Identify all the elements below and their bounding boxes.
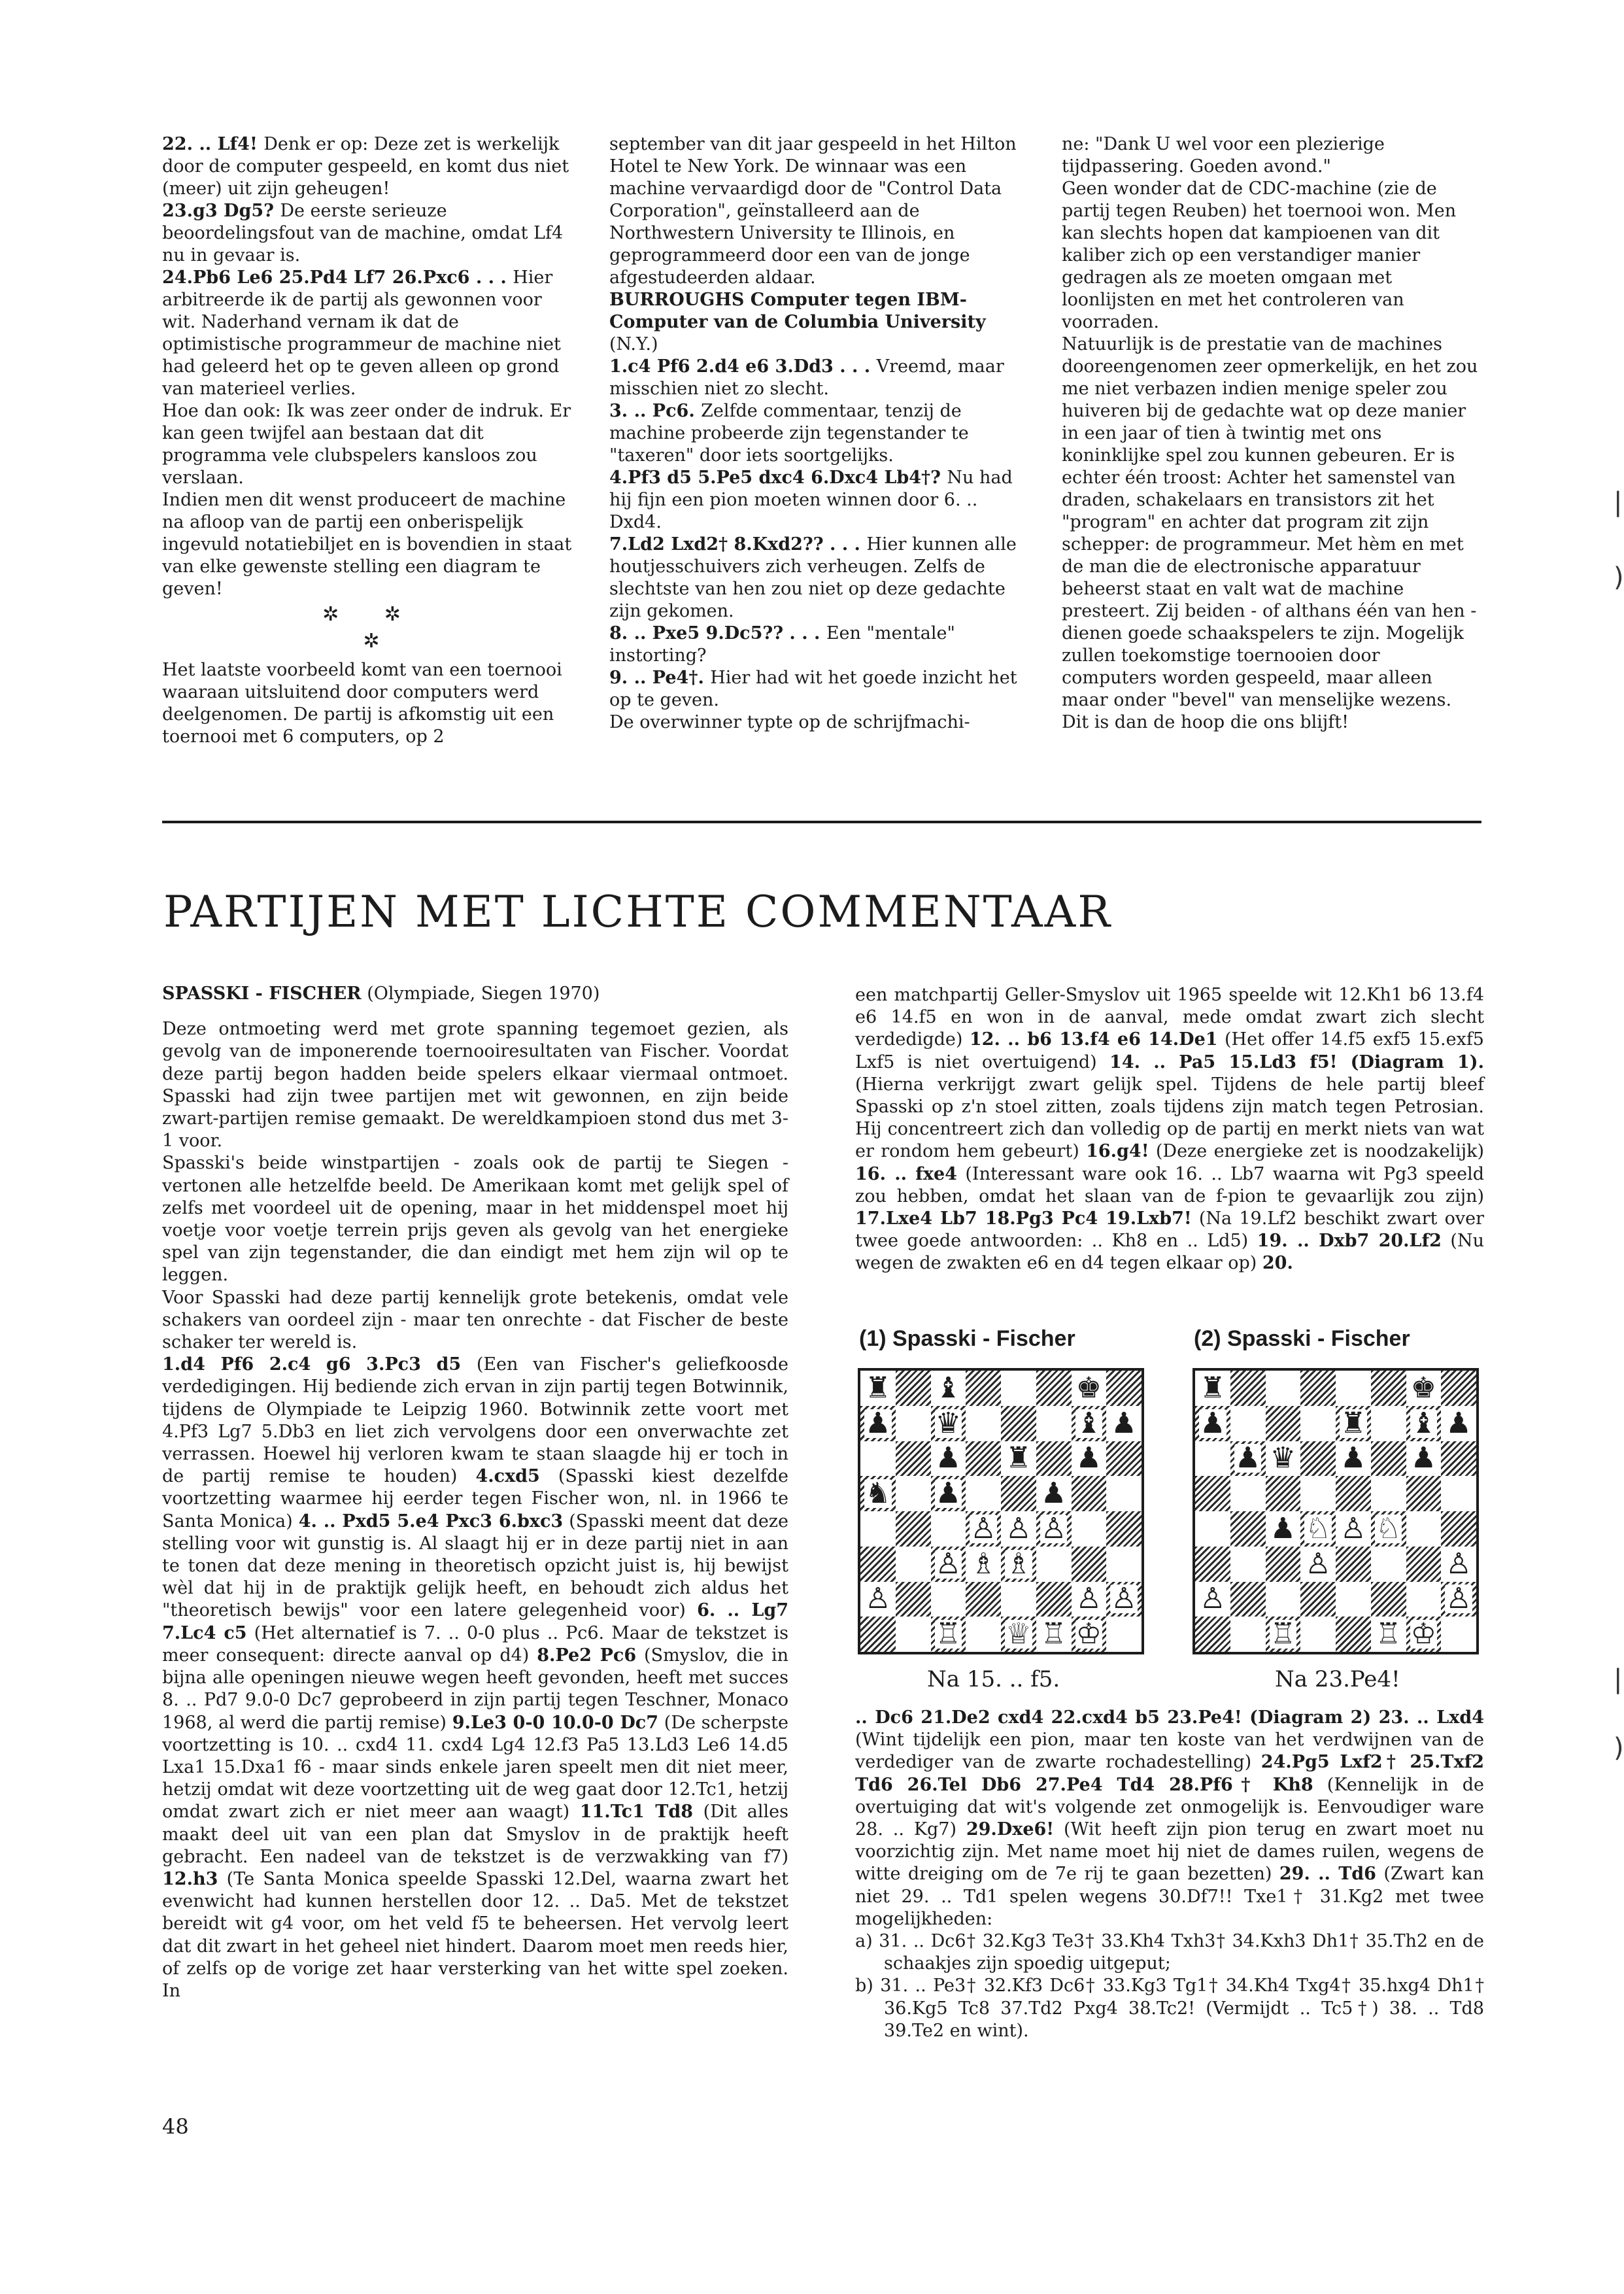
board-square	[860, 1371, 896, 1406]
right-article-column-top	[855, 984, 1484, 1275]
text-segment: Indien men dit wenst produceert de machine na afloop van de partij een onberispelijk ingevuld notatiebiljet en is bovendien in staat van elke gewenste stelling een diagram te geven!	[162, 490, 572, 599]
paragraph	[609, 356, 1029, 400]
board-square	[1106, 1441, 1142, 1477]
white-rook-icon: ♖	[1270, 1617, 1296, 1651]
diagram-2-title: (2) Spasski - Fischer	[1194, 1326, 1410, 1351]
black-pawn-icon: ♟	[1200, 1406, 1226, 1440]
board-square	[931, 1617, 966, 1652]
paragraph	[609, 467, 1029, 534]
white-rook-icon: ♖	[1375, 1617, 1402, 1651]
board-square	[1336, 1617, 1371, 1652]
board-square	[1001, 1582, 1036, 1617]
paragraph	[162, 659, 581, 748]
board-square	[860, 1547, 896, 1582]
text-segment: (Het offer 14.f5 exf5 15.exf5 Lxf5 is niet overtuigend)	[855, 1029, 1484, 1072]
board-square	[1072, 1371, 1107, 1406]
white-king-icon: ♔	[1075, 1617, 1102, 1651]
board-square	[1441, 1511, 1476, 1547]
paragraph	[855, 1707, 1484, 1930]
paragraph	[162, 1152, 788, 1286]
bold-chess-moves: 3. .. Pc6.	[609, 401, 702, 421]
text-segment: Hoe dan ook: Ik was zeer onder de indruk. Er kan geen twijfel aan bestaan dat dit programma vele clubspelers kansloos zou verslaan.	[162, 401, 571, 488]
page-number: 48	[162, 2114, 189, 2139]
bold-chess-moves: 9. .. Pe4†.	[609, 668, 711, 688]
board-square	[896, 1441, 931, 1477]
board-square	[966, 1511, 1001, 1547]
board-square	[1230, 1547, 1266, 1582]
section-title: PARTIJEN MET LICHTE COMMENTAAR	[163, 887, 1113, 937]
board-square	[1371, 1617, 1406, 1652]
diagram-1-caption: Na 15. .. f5.	[927, 1666, 1060, 1692]
board-square	[1036, 1511, 1072, 1547]
board-square	[1371, 1582, 1406, 1617]
board-square	[1195, 1617, 1230, 1652]
text-segment: De eerste serieuze beoordelingsfout van de machine, omdat Lf4 nu in gevaar is.	[162, 201, 564, 265]
black-pawn-icon: ♟	[1340, 1441, 1366, 1475]
bold-chess-moves: BURROUGHS Computer tegen IBM-Computer van de Columbia University	[609, 290, 986, 332]
board-square	[1266, 1441, 1301, 1477]
board-square	[1441, 1406, 1476, 1441]
white-pawn-icon: ♙	[1340, 1511, 1366, 1545]
bold-chess-moves: 17.Lxe4 Lb7 18.Pg3 Pc4 19.Lxb7!	[855, 1208, 1192, 1229]
bold-chess-moves: 24.Pg5 Lxf2† 25.Txf2 Td6 26.Tel Db6 27.Pe4 Td4 28.Pf6† Kh8	[855, 1752, 1484, 1795]
black-pawn-icon: ♟	[1040, 1477, 1067, 1511]
board-square	[860, 1617, 896, 1652]
white-pawn-icon: ♙	[1446, 1582, 1472, 1616]
board-square	[1001, 1406, 1036, 1441]
text-segment: Vreemd, maar misschien niet zo slecht.	[609, 356, 1004, 399]
game-players: SPASSKI - FISCHER	[162, 984, 362, 1004]
paragraph	[162, 200, 581, 267]
text-segment: Geen wonder dat de CDC-machine (zie de partij tegen Reuben) het toernooi won. Men kan slechts hopen dat kampioenen van dit kaliber zich op een verstandiger manier gedragen als ze moeten omgaan met loonlijsten en met het controleren van voorraden.	[1062, 179, 1457, 332]
section-break-stars: ✲ ✲	[322, 603, 420, 626]
board-square	[966, 1582, 1001, 1617]
board-square	[860, 1582, 896, 1617]
board-square	[1001, 1476, 1036, 1511]
paragraph	[1062, 133, 1480, 178]
text-segment: Nu had hij fijn een pion moeten winnen door 6. .. Dxd4.	[609, 468, 1013, 532]
board-square	[896, 1371, 931, 1406]
text-segment: (Spasski meent dat deze stelling voor wit gunstig is. Al slaagt hij er in deze partij niet in aan te tonen dat deze mening in theoretisch opzicht juist is, hij bewijst wèl dat hij in de praktijk gelijk heeft, en behoudt zich aldus het "theoretisch bewijs" voor een latere gelegenheid voor)	[162, 1511, 788, 1621]
bold-chess-moves: 4. .. Pxd5 5.e4 Pxc3 6.bxc3	[298, 1511, 564, 1532]
board-square	[896, 1406, 931, 1441]
board-square	[1300, 1617, 1336, 1652]
top-column-2	[609, 133, 1029, 734]
paragraph	[609, 133, 1029, 289]
board-square	[1300, 1406, 1336, 1441]
board-square	[860, 1511, 896, 1547]
board-square	[1300, 1582, 1336, 1617]
white-rook-icon: ♖	[935, 1617, 962, 1651]
white-pawn-icon: ♙	[935, 1547, 962, 1581]
paragraph	[162, 1018, 788, 1152]
board-square	[1300, 1371, 1336, 1406]
paragraph	[1062, 178, 1480, 334]
black-king-icon: ♚	[1075, 1371, 1102, 1405]
paragraph	[609, 400, 1029, 467]
paragraph	[609, 534, 1029, 623]
white-pawn-icon: ♙	[1305, 1547, 1331, 1581]
right-article-column-bottom	[855, 1707, 1484, 2042]
paragraph	[162, 489, 581, 600]
board-square	[931, 1406, 966, 1441]
board-square	[1266, 1406, 1301, 1441]
game-header	[162, 983, 788, 1005]
bold-chess-moves: 20.	[1262, 1253, 1293, 1274]
bold-chess-moves: 19. .. Dxb7 20.Lf2	[1257, 1231, 1442, 1252]
bold-chess-moves: 7.Ld2 Lxd2† 8.Kxd2?? . . .	[609, 534, 867, 555]
text-segment: Hier kunnen alle houtjesschuivers zich verheugen. Zelfs de slechtste van hen zou niet op deze gedachte zijn gekomen.	[609, 534, 1017, 621]
text-segment: (Spasski kiest dezelfde voortzetting waarmee hij eerder tegen Fischer won, nl. in 1966 te Santa Monica)	[162, 1466, 788, 1532]
board-square	[1336, 1511, 1371, 1547]
board-square	[1441, 1617, 1476, 1652]
board-square	[1371, 1406, 1406, 1441]
board-square	[1106, 1582, 1142, 1617]
text-segment: Deze ontmoeting werd met grote spanning tegemoet gezien, als gevolg van de imponerende toernooiresultaten van Fischer. Voordat deze partij begon hadden beide spelers elkaar viermaal ontmoet. Spasski had zijn twee partijen met wit gewonnen, en zijn beide zwart-partijen remise gemaakt. De wereldkampioen stond dus met 3-1 voor.	[162, 1019, 788, 1152]
text-segment: (Te Santa Monica speelde Spasski 12.Del, waarna zwart het evenwicht had kunnen herstellen door 12. .. Da5. Met de tekstzet bereidt wit g4 voor, om het veld f5 te beheersen. Het vervolg leert dat dit zwart in het geheel niet hindert. Daarom moet men reeds hier, of zelfs op de vorige zet haar versterking van het witte spel zoeken. In	[162, 1868, 788, 2001]
board-square	[1036, 1617, 1072, 1652]
white-pawn-icon: ♙	[1040, 1511, 1067, 1545]
board-square	[1441, 1476, 1476, 1511]
board-square	[1072, 1582, 1107, 1617]
board-square	[1106, 1617, 1142, 1652]
board-square	[1441, 1441, 1476, 1477]
board-square	[1230, 1441, 1266, 1477]
paragraph	[162, 400, 581, 489]
paragraph	[609, 667, 1029, 711]
white-bishop-icon: ♗	[970, 1547, 996, 1581]
black-rook-icon: ♜	[1200, 1371, 1226, 1405]
board-square	[1300, 1547, 1336, 1582]
board-square	[896, 1476, 931, 1511]
paragraph	[1062, 334, 1480, 734]
white-pawn-icon: ♙	[865, 1582, 891, 1616]
bold-chess-moves: 16.g4!	[1086, 1141, 1149, 1162]
white-pawn-icon: ♙	[1006, 1511, 1032, 1545]
black-pawn-icon: ♟	[865, 1406, 891, 1440]
black-pawn-icon: ♟	[1075, 1441, 1102, 1475]
board-square	[1036, 1406, 1072, 1441]
text-segment: (Het alternatief is 7. .. 0-0 plus .. Pc6. Maar de tekstzet is meer consequent: directe aanval op d4)	[162, 1622, 788, 1666]
bold-chess-moves: 4.Pf3 d5 5.Pe5 dxc4 6.Dxc4 Lb4†?	[609, 468, 947, 488]
board-square	[1001, 1547, 1036, 1582]
board-square	[1001, 1511, 1036, 1547]
text-segment: september van dit jaar gespeeld in het Hilton Hotel te New York. De winnaar was een machine vervaardigd door de "Control Data Corporation", geïnstalleerd aan de Northwestern University te Illinois, en geprogrammeerd door een van de jonge afgestudeerden aldaar.	[609, 134, 1017, 288]
board-square	[1336, 1406, 1371, 1441]
board-square	[1001, 1617, 1036, 1652]
margin-bracket-mark: )	[1614, 562, 1624, 592]
bold-chess-moves: 1.c4 Pf6 2.d4 e6 3.Dd3 . . .	[609, 356, 877, 377]
board-square	[966, 1476, 1001, 1511]
white-queen-icon: ♕	[1006, 1617, 1032, 1651]
board-square	[931, 1511, 966, 1547]
white-knight-icon: ♘	[1375, 1511, 1402, 1545]
black-pawn-icon: ♟	[935, 1477, 962, 1511]
board-square	[1106, 1476, 1142, 1511]
board-square	[1195, 1511, 1230, 1547]
board-square	[1371, 1511, 1406, 1547]
board-square	[1072, 1476, 1107, 1511]
board-square	[1336, 1441, 1371, 1477]
board-square	[1336, 1547, 1371, 1582]
paragraph	[609, 289, 1029, 356]
text-segment: (Dit alles maakt deel uit van een plan dat Smyslov in de praktijk heeft gebracht. Een nadeel van de tekstzet is de verzwakking van f7)	[162, 1802, 788, 1867]
board-square	[1266, 1582, 1301, 1617]
white-rook-icon: ♖	[1040, 1617, 1067, 1651]
board-square	[966, 1441, 1001, 1477]
board-square	[1036, 1371, 1072, 1406]
black-queen-icon: ♛	[935, 1406, 962, 1440]
bold-chess-moves: 1.d4 Pf6 2.c4 g6 3.Pc3 d5	[162, 1354, 477, 1375]
board-square	[1036, 1441, 1072, 1477]
bold-chess-moves: 23.g3 Dg5?	[162, 201, 280, 221]
board-square	[1406, 1441, 1442, 1477]
board-square	[1300, 1476, 1336, 1511]
board-square	[1371, 1371, 1406, 1406]
section-break-star: ✲	[363, 630, 380, 653]
diagram-1-title: (1) Spasski - Fischer	[859, 1326, 1075, 1351]
board-square	[1106, 1371, 1142, 1406]
black-bishop-icon: ♝	[1410, 1406, 1437, 1440]
section-separator	[162, 821, 1481, 823]
board-square	[1406, 1476, 1442, 1511]
board-square	[896, 1582, 931, 1617]
text-segment: (Smyslov, die in bijna alle openingen nieuwe wegen heeft gevonden, heeft met succes 8. .. Pd7 9.0-0 Dc7 geprobeerd in zijn partij tegen Teschner, Monaco 1968, al werd die partij remise)	[162, 1645, 788, 1733]
board-square	[1300, 1441, 1336, 1477]
board-square	[1406, 1511, 1442, 1547]
paragraph	[609, 711, 1029, 734]
board-square	[1441, 1371, 1476, 1406]
board-square	[1266, 1547, 1301, 1582]
board-square	[1406, 1547, 1442, 1582]
board-square	[1106, 1511, 1142, 1547]
text-segment: (Na 19.Lf2 beschikt zwart over twee goede antwoorden: .. Kh8 en .. Ld5)	[855, 1208, 1484, 1252]
board-square	[931, 1547, 966, 1582]
margin-bracket-mark: |	[1614, 1664, 1623, 1694]
paragraph	[162, 1287, 788, 1354]
text-segment: (Deze energieke zet is noodzakelijk)	[1149, 1141, 1484, 1162]
text-segment: Hier had wit het goede inzicht het op te geven.	[609, 668, 1017, 710]
board-square	[966, 1371, 1001, 1406]
white-bishop-icon: ♗	[1006, 1547, 1032, 1581]
black-knight-icon: ♞	[865, 1477, 891, 1511]
board-square	[1072, 1547, 1107, 1582]
board-square	[1336, 1582, 1371, 1617]
text-segment: Een "mentale" instorting?	[609, 623, 955, 666]
text-segment: ne: "Dank U wel voor een plezierige tijdpassering. Goeden avond."	[1062, 134, 1385, 177]
white-pawn-icon: ♙	[1111, 1582, 1137, 1616]
bold-chess-moves: 12. .. b6 13.f4 e6 14.De1	[969, 1029, 1218, 1050]
left-article-column	[162, 983, 788, 2002]
black-pawn-icon: ♟	[1270, 1511, 1296, 1545]
board-square	[1441, 1547, 1476, 1582]
top-column-1	[162, 133, 581, 748]
bold-chess-moves: 8. .. Pxe5 9.Dc5?? . . .	[609, 623, 826, 643]
board-square	[1106, 1406, 1142, 1441]
black-rook-icon: ♜	[865, 1371, 891, 1405]
bold-chess-moves: 6. .. Lg7 7.Lc4 c5	[162, 1600, 789, 1643]
text-segment: (De scherpste voortzetting is 10. .. cxd4 11. cxd4 Lg4 12.f3 Pa5 13.Ld3 Le6 14.d5 Lxa1 15.Dxa1 f6 - maar sinds enkele jaren speelt men dit niet meer, hetzij omdat wit deze voortzetting uit de weg gaat door 12.Tc1, hetzij omdat zwart zich er niet meer aan waagt)	[162, 1712, 789, 1823]
text-segment: De overwinner typte op de schrijfmachi-	[609, 712, 970, 732]
bold-chess-moves: 9.Le3 0-0 10.0-0 Dc7	[452, 1712, 658, 1733]
margin-bracket-mark: |	[1614, 487, 1623, 517]
paragraph	[855, 984, 1484, 1275]
board-square	[1001, 1371, 1036, 1406]
black-queen-icon: ♛	[1270, 1441, 1296, 1475]
bold-chess-moves: 29.Dxe6!	[966, 1819, 1055, 1840]
text-segment: (Wint tijdelijk een pion, maar ten koste van het verdwijnen van de verdediger van de zwarte rochadestelling)	[855, 1730, 1484, 1773]
white-pawn-icon: ♙	[1200, 1582, 1226, 1616]
board-square	[896, 1617, 931, 1652]
bold-chess-moves: 4.cxd5	[475, 1466, 540, 1487]
board-square	[1036, 1582, 1072, 1617]
black-rook-icon: ♜	[1340, 1406, 1366, 1440]
bold-chess-moves: 29. .. Td6	[1279, 1864, 1376, 1885]
black-pawn-icon: ♟	[1234, 1441, 1261, 1475]
black-king-icon: ♚	[1410, 1371, 1437, 1405]
board-square	[1195, 1476, 1230, 1511]
bold-chess-moves: 11.Tc1 Td8	[579, 1802, 694, 1823]
board-square	[1371, 1547, 1406, 1582]
bold-chess-moves: .. Dc6 21.De2 cxd4 22.cxd4 b5 23.Pe4! (Diagram 2) 23. .. Lxd4	[855, 1707, 1484, 1728]
board-square	[931, 1476, 966, 1511]
game-event: (Olympiade, Siegen 1970)	[361, 984, 600, 1004]
text-segment: Hier arbitreerde ik de partij als gewonnen voor wit. Naderhand vernam ik dat de optimistische programmeur de machine niet had geleerd het op te geven alleen op grond van materieel verlies.	[162, 267, 561, 399]
board-square	[1036, 1547, 1072, 1582]
text-segment: (Zwart kan niet 29. .. Td1 spelen wegens 30.Df7!! Txe1† 31.Kg2 met twee mogelijkheden:	[855, 1864, 1484, 1929]
board-square	[1072, 1406, 1107, 1441]
bold-chess-moves: 16. .. fxe4	[855, 1163, 957, 1184]
board-square	[1371, 1441, 1406, 1477]
bold-chess-moves: 12.h3	[162, 1868, 218, 1889]
white-knight-icon: ♘	[1305, 1511, 1331, 1545]
board-square	[1406, 1617, 1442, 1652]
text-segment: (Hierna verkrijgt zwart gelijk spel. Tijdens de hele partij bleef Spasski op z'n stoel zitten, zoals tijdens zijn match tegen Petrosian. Hij concentreert zich dan volledig op de partij en merkt niets van wat er rondom hem gebeurt)	[855, 1074, 1484, 1162]
text-segment: Voor Spasski had deze partij kennelijk grote betekenis, omdat vele schakers van oordeel zijn - maar ten onrechte - dat Fischer de beste schaker ter wereld is.	[162, 1287, 788, 1353]
text-segment: (N.Y.)	[609, 334, 658, 354]
white-pawn-icon: ♙	[1446, 1547, 1472, 1581]
board-square	[1406, 1582, 1442, 1617]
bold-chess-moves: 8.Pe2 Pc6	[537, 1645, 637, 1666]
board-square	[1406, 1371, 1442, 1406]
board-square	[1441, 1582, 1476, 1617]
text-segment: b) 31. .. Pe3† 32.Kf3 Dc6† 33.Kg3 Tg1† 34.Kh4 Txg4† 35.hxg4 Dh1† 36.Kg5 Tc8 37.Td2 Pxg4 38.Tc2! (Vermijdt .. Tc5†) 38. .. Td8 39.Te2 en wint).	[855, 1976, 1484, 2041]
board-square	[966, 1617, 1001, 1652]
board-square	[1230, 1476, 1266, 1511]
chess-board-1	[858, 1368, 1144, 1654]
bold-chess-moves: 14. .. Pa5 15.Ld3 f5! (Diagram 1).	[1109, 1052, 1484, 1072]
board-square	[1001, 1441, 1036, 1477]
board-square	[1195, 1441, 1230, 1477]
text-segment: Denk er op: Deze zet is werkelijk door de computer gespeeld, en komt dus niet (meer) uit zijn geheugen!	[162, 134, 569, 199]
black-pawn-icon: ♟	[1111, 1406, 1137, 1440]
black-pawn-icon: ♟	[1410, 1441, 1437, 1475]
board-square	[1072, 1617, 1107, 1652]
board-square	[1336, 1371, 1371, 1406]
board-square	[931, 1371, 966, 1406]
text-segment: (Interessant ware ook 16. .. Lb7 waarna wit Pg3 speeld zou hebben, omdat het slaan van de f-pion te gevaarlijk zou zijn)	[855, 1163, 1485, 1207]
board-square	[1300, 1511, 1336, 1547]
board-square	[1072, 1511, 1107, 1547]
board-square	[860, 1406, 896, 1441]
text-segment: Spasski's beide winstpartijen - zoals ook de partij te Siegen - vertonen alle hetzelfde beeld. De Amerikaan komt met gelijk spel of zelfs met voordeel uit de opening, maar in het middenspel moet hij voetje voor voetje terrein prijs geven als gevolg van het energieke spel van zijn tegenstander, die dan eindigt met hem zijn wil op te leggen.	[162, 1153, 788, 1286]
paragraph	[609, 623, 1029, 667]
board-square	[931, 1441, 966, 1477]
black-pawn-icon: ♟	[1446, 1406, 1472, 1440]
black-bishop-icon: ♝	[935, 1371, 962, 1405]
text-segment: (Kennelijk in de overtuiging dat wit's volgende zet onmogelijk is. Eenvoudiger ware 28. .. Kg7)	[855, 1774, 1484, 1840]
board-square	[1230, 1406, 1266, 1441]
board-square	[1195, 1371, 1230, 1406]
paragraph	[855, 1975, 1484, 2042]
board-square	[1266, 1476, 1301, 1511]
black-rook-icon: ♜	[1006, 1441, 1032, 1475]
bold-chess-moves: 22. .. Lf4!	[162, 134, 264, 154]
text-segment: (Nu wegen de zwakten e6 en d4 tegen elkaar op)	[855, 1231, 1484, 1274]
paragraph	[162, 267, 581, 400]
paragraph	[162, 133, 581, 200]
board-square	[966, 1406, 1001, 1441]
board-square	[1336, 1476, 1371, 1511]
board-square	[966, 1547, 1001, 1582]
black-pawn-icon: ♟	[935, 1441, 962, 1475]
board-square	[896, 1511, 931, 1547]
board-square	[1406, 1406, 1442, 1441]
white-pawn-icon: ♙	[1075, 1582, 1102, 1616]
board-square	[1195, 1406, 1230, 1441]
bold-chess-moves: 24.Pb6 Le6 25.Pd4 Lf7 26.Pxc6 . . .	[162, 267, 513, 288]
board-square	[1195, 1582, 1230, 1617]
board-square	[1266, 1617, 1301, 1652]
text-segment: Het laatste voorbeeld komt van een toernooi waaraan uitsluitend door computers werd deelgenomen. De partij is afkomstig uit een toernooi met 6 computers, op 2	[162, 660, 562, 747]
top-column-3	[1062, 133, 1480, 734]
board-square	[1195, 1547, 1230, 1582]
text-segment: (Een van Fischer's geliefkoosde verdedigingen. Hij bediende zich ervan in zijn partij tegen Botwinnik, tijdens de Olympiade te Leipzig 1960. Botwinnik zette voort met 4.Pf3 Lg7 5.Db3 en liet zich vervolgens door een onverwachte zet verrassen. Hoewel hij verloren kwam te staan slaagde hij er toch in de partij remise te houden)	[162, 1354, 788, 1487]
board-square	[1266, 1511, 1301, 1547]
text-segment: Natuurlijk is de prestatie van de machines dooreengenomen zeer opmerkelijk, en het zou me niet verbazen indien menige speler zou huiveren bij de gedachte wat op deze manier in een jaar of tien à twintig met ons koninklijke spel zou kunnen gebeuren. Er is echter één troost: Achter het samenstel van draden, schakelaars en transistors zit het "program" en achter dat program zit zijn schepper: de programmeur. Met hèm en met de man die de electronische apparatuur beheerst staat en valt wat de machine presteert. Zij beiden - of althans één van hen - dienen goede schaakspelers te zijn. Mogelijk zullen toekomstige toernooien door computers worden gespeeld, maar alleen maar onder "bevel" van menselijke wezens. Dit is dan de hoop die ons blijft!	[1062, 334, 1478, 732]
board-square	[860, 1476, 896, 1511]
black-bishop-icon: ♝	[1075, 1406, 1102, 1440]
board-square	[1230, 1371, 1266, 1406]
board-square	[1371, 1476, 1406, 1511]
board-square	[896, 1547, 931, 1582]
paragraph	[855, 1930, 1484, 1975]
chess-board-2	[1193, 1368, 1479, 1654]
board-square	[1230, 1582, 1266, 1617]
board-square	[1072, 1441, 1107, 1477]
paragraph	[162, 1354, 788, 2002]
board-square	[1230, 1511, 1266, 1547]
white-king-icon: ♔	[1410, 1617, 1437, 1651]
board-square	[1266, 1371, 1301, 1406]
board-square	[1036, 1476, 1072, 1511]
margin-bracket-mark: )	[1614, 1733, 1624, 1763]
white-pawn-icon: ♙	[970, 1511, 996, 1545]
board-square	[860, 1441, 896, 1477]
board-square	[931, 1582, 966, 1617]
text-segment: a) 31. .. Dc6† 32.Kg3 Te3† 33.Kh4 Txh3† 34.Kxh3 Dh1† 35.Th2 en de schaakjes zijn spoedig uitgeput;	[855, 1931, 1484, 1974]
text-segment: een matchpartij Geller-Smyslov uit 1965 speelde wit 12.Kh1 b6 13.f4 e6 14.f5 en won in de aanval, mede omdat zwart zich slecht verdedigde)	[855, 985, 1484, 1050]
board-square	[1230, 1617, 1266, 1652]
text-segment: (Wit heeft zijn pion terug en zwart moet nu voorzichtig zijn. Met name moet hij niet de dames ruilen, wegens de witte dreiging om de 7e rij te gaan bezetten)	[855, 1819, 1484, 1885]
diagram-2-caption: Na 23.Pe4!	[1275, 1666, 1400, 1692]
board-square	[1106, 1547, 1142, 1582]
text-segment: Zelfde commentaar, tenzij de machine probeerde zijn tegenstander te "taxeren" door iets soortgelijks.	[609, 401, 969, 466]
